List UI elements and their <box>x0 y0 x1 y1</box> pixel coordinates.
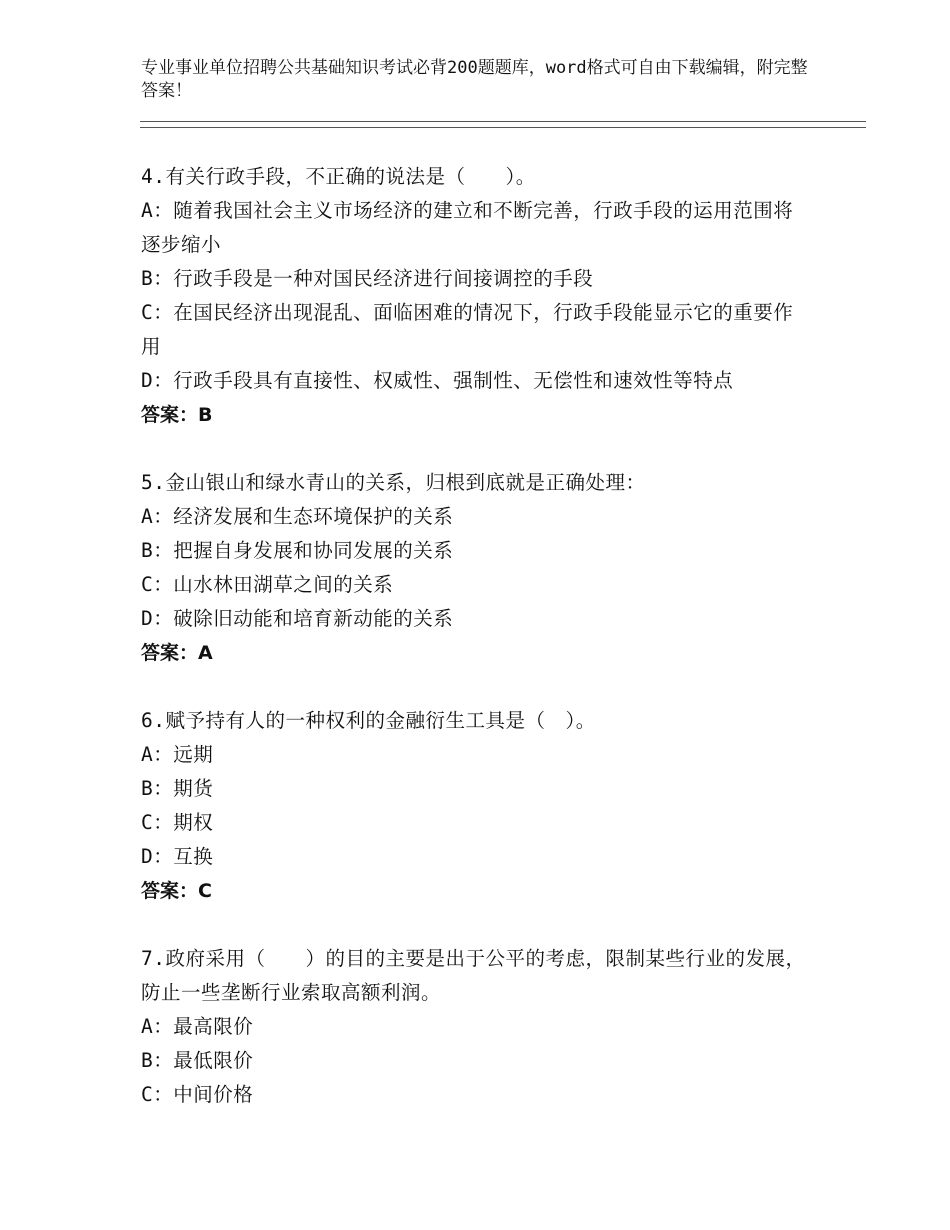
question-stem: 6.赋予持有人的一种权利的金融衍生工具是（ ）。 <box>141 709 596 732</box>
answer-label: 答案：C <box>141 880 212 902</box>
question-5 <box>141 466 811 670</box>
question-6 <box>141 704 811 908</box>
question-7 <box>141 942 811 1112</box>
option-b: B：最低限价 <box>141 1049 254 1072</box>
question-4 <box>141 160 811 432</box>
option-c: C：在国民经济出现混乱、面临困难的情况下，行政手段能显示它的重要作用 <box>141 301 794 358</box>
option-a: A：远期 <box>141 743 214 766</box>
option-c: C：山水林田湖草之间的关系 <box>141 573 394 596</box>
option-a: A：随着我国社会主义市场经济的建立和不断完善，行政手段的运用范围将逐步缩小 <box>141 199 794 256</box>
option-b: B：把握自身发展和协同发展的关系 <box>141 539 454 562</box>
question-stem: 5.金山银山和绿水青山的关系，归根到底就是正确处理： <box>141 471 646 494</box>
header-divider <box>140 121 866 128</box>
answer-label: 答案：A <box>141 642 213 664</box>
option-c: C：中间价格 <box>141 1083 254 1106</box>
option-b: B：行政手段是一种对国民经济进行间接调控的手段 <box>141 267 594 290</box>
question-list <box>141 160 811 1146</box>
option-a: A：最高限价 <box>141 1015 254 1038</box>
option-a: A：经济发展和生态环境保护的关系 <box>141 505 454 528</box>
question-stem: 7.政府采用（ ）的目的主要是出于公平的考虑，限制某些行业的发展，防止一些垄断行业索取高额利润。 <box>141 947 806 1004</box>
option-d: D：行政手段具有直接性、权威性、强制性、无偿性和速效性等特点 <box>141 369 734 392</box>
document-header: 专业事业单位招聘公共基础知识考试必背200题题库，word格式可自由下载编辑，附完整答案！ <box>141 58 808 101</box>
option-b: B：期货 <box>141 777 214 800</box>
option-c: C：期权 <box>141 811 214 834</box>
question-stem: 4.有关行政手段，不正确的说法是（ ）。 <box>141 165 536 188</box>
option-d: D：破除旧动能和培育新动能的关系 <box>141 607 454 630</box>
option-d: D：互换 <box>141 845 214 868</box>
answer-label: 答案：B <box>141 404 213 426</box>
